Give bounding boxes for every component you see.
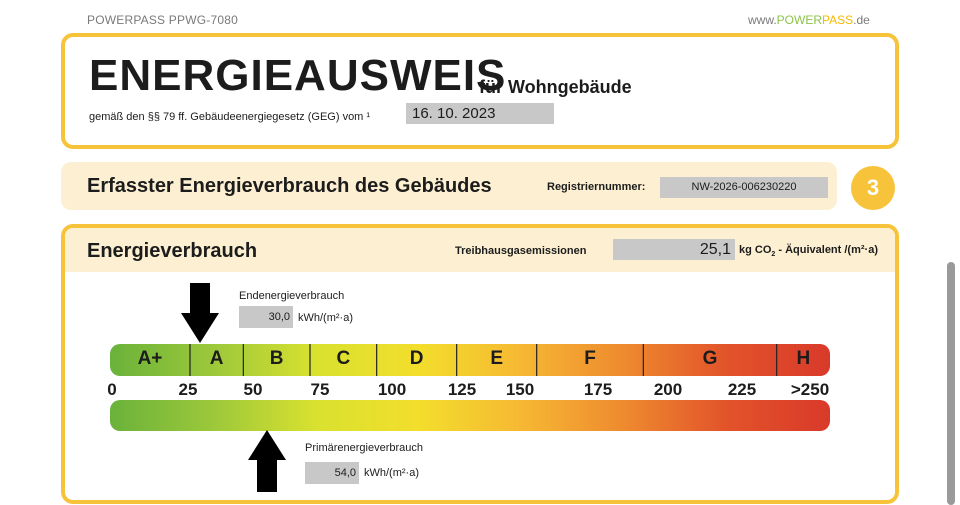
energy-title: Energieverbrauch — [87, 240, 258, 262]
page-title: ENERGIEAUSWEIS — [89, 51, 507, 100]
ghg-value-field[interactable]: 25,1 — [613, 239, 735, 260]
class-label: D — [409, 348, 424, 369]
tick-label: 150 — [505, 380, 535, 399]
tick-label: 0 — [107, 380, 117, 399]
section-title: Erfasster Energieverbrauch des Gebäudes — [87, 175, 492, 197]
document-code: POWERPASS PPWG-7080 — [87, 13, 238, 27]
top-bar — [0, 0, 960, 36]
website-brand-b: PASS — [822, 13, 854, 27]
class-label: G — [702, 348, 718, 369]
energy-scale — [107, 343, 830, 433]
final-energy-unit: kWh/(m²·a) — [298, 312, 353, 324]
page-subtitle: für Wohngebäude — [479, 77, 632, 97]
lower-bar — [110, 400, 830, 431]
final-energy-label: Endenergieverbrauch — [239, 290, 345, 302]
class-label: H — [796, 348, 811, 369]
ghg-label: Treibhausgasemissionen — [455, 245, 587, 257]
title-box — [61, 33, 899, 149]
class-label: B — [269, 348, 284, 369]
class-label: A — [209, 348, 224, 369]
tick-label: >250 — [790, 380, 830, 399]
website-brand-a: POWER — [776, 13, 823, 27]
tick-label: 175 — [583, 380, 613, 399]
ghg-unit-pre: kg CO — [739, 244, 772, 256]
section-header — [61, 162, 837, 210]
law-reference: gemäß den §§ 79 ff. Gebäudeenergiegesetz (GEG) vom ¹ — [89, 111, 371, 123]
ghg-unit-post: - Äquivalent /(m²·a) — [775, 244, 878, 256]
tick-label: 200 — [653, 380, 683, 399]
registration-label: Registriernummer: — [547, 181, 646, 193]
tick-label: 225 — [727, 380, 757, 399]
page-number-badge: 3 — [851, 166, 895, 210]
website-prefix: www. — [748, 13, 777, 27]
ghg-unit-sub: 2 — [771, 251, 776, 259]
tick-label: 75 — [310, 380, 330, 399]
class-label: A+ — [137, 348, 163, 369]
website-suffix: .de — [853, 13, 870, 27]
tick-label: 50 — [243, 380, 263, 399]
tick-label: 100 — [377, 380, 407, 399]
tick-label: 125 — [447, 380, 477, 399]
class-label: C — [336, 348, 351, 369]
tick-label: 25 — [178, 380, 198, 399]
date-field[interactable]: 16. 10. 2023 — [406, 103, 554, 124]
registration-number-field[interactable]: NW-2026-006230220 — [660, 177, 828, 198]
website-link[interactable] — [748, 13, 870, 27]
energy-header — [65, 228, 895, 272]
primary-energy-unit: kWh/(m²·a) — [364, 467, 419, 479]
ghg-unit — [739, 244, 878, 258]
scrollbar[interactable] — [947, 262, 955, 505]
class-label: F — [584, 348, 596, 369]
final-energy-arrow-icon — [181, 283, 219, 343]
final-energy-value-field[interactable]: 30,0 — [239, 306, 293, 328]
primary-energy-value-field[interactable]: 54,0 — [305, 462, 359, 484]
primary-energy-arrow-icon — [248, 430, 286, 492]
class-label: E — [490, 348, 503, 369]
primary-energy-label: Primärenergieverbrauch — [305, 442, 423, 454]
